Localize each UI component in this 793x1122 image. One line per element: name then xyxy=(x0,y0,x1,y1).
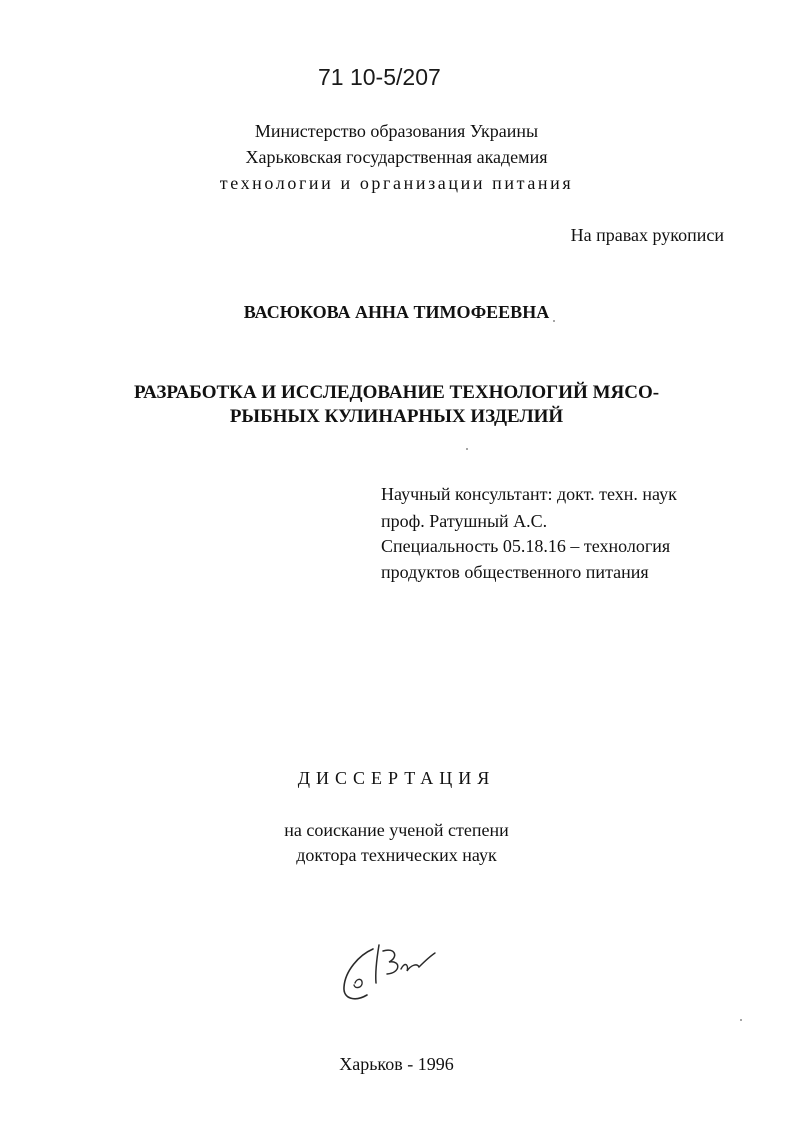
specialty-line1: Специальность 05.18.16 – технология xyxy=(381,536,671,556)
academy-name-line2: технологии и организации питания xyxy=(219,173,574,193)
city-year: Харьков - 1996 xyxy=(339,1054,454,1074)
scan-speck xyxy=(740,1019,742,1021)
academy-name-line1: Харьковская государственная академия xyxy=(245,147,548,167)
degree-line2: доктора технических наук xyxy=(296,845,497,865)
thesis-title-line1: РАЗРАБОТКА И ИССЛЕДОВАНИЕ ТЕХНОЛОГИЙ МЯСО- xyxy=(133,382,660,403)
thesis-title-line2: РЫБНЫХ КУЛИНАРНЫХ ИЗДЕЛИЙ xyxy=(229,406,564,427)
handwritten-signature-icon xyxy=(335,935,445,1010)
rights-note: На правах рукописи xyxy=(570,225,724,245)
document-type: ДИССЕРТАЦИЯ xyxy=(297,768,496,788)
scan-speck xyxy=(553,320,555,322)
consultant-line1: Научный консультант: докт. техн. наук xyxy=(381,484,677,504)
degree-line1: на соискание ученой степени xyxy=(284,820,509,840)
specialty-line2: продуктов общественного питания xyxy=(381,562,649,582)
call-number: 71 10-5/207 xyxy=(318,64,441,90)
consultant-line2: проф. Ратушный А.С. xyxy=(381,511,548,531)
scan-speck xyxy=(466,448,468,450)
ministry-name: Министерство образования Украины xyxy=(254,121,539,141)
author-name: ВАСЮКОВА АННА ТИМОФЕЕВНА xyxy=(243,302,550,322)
